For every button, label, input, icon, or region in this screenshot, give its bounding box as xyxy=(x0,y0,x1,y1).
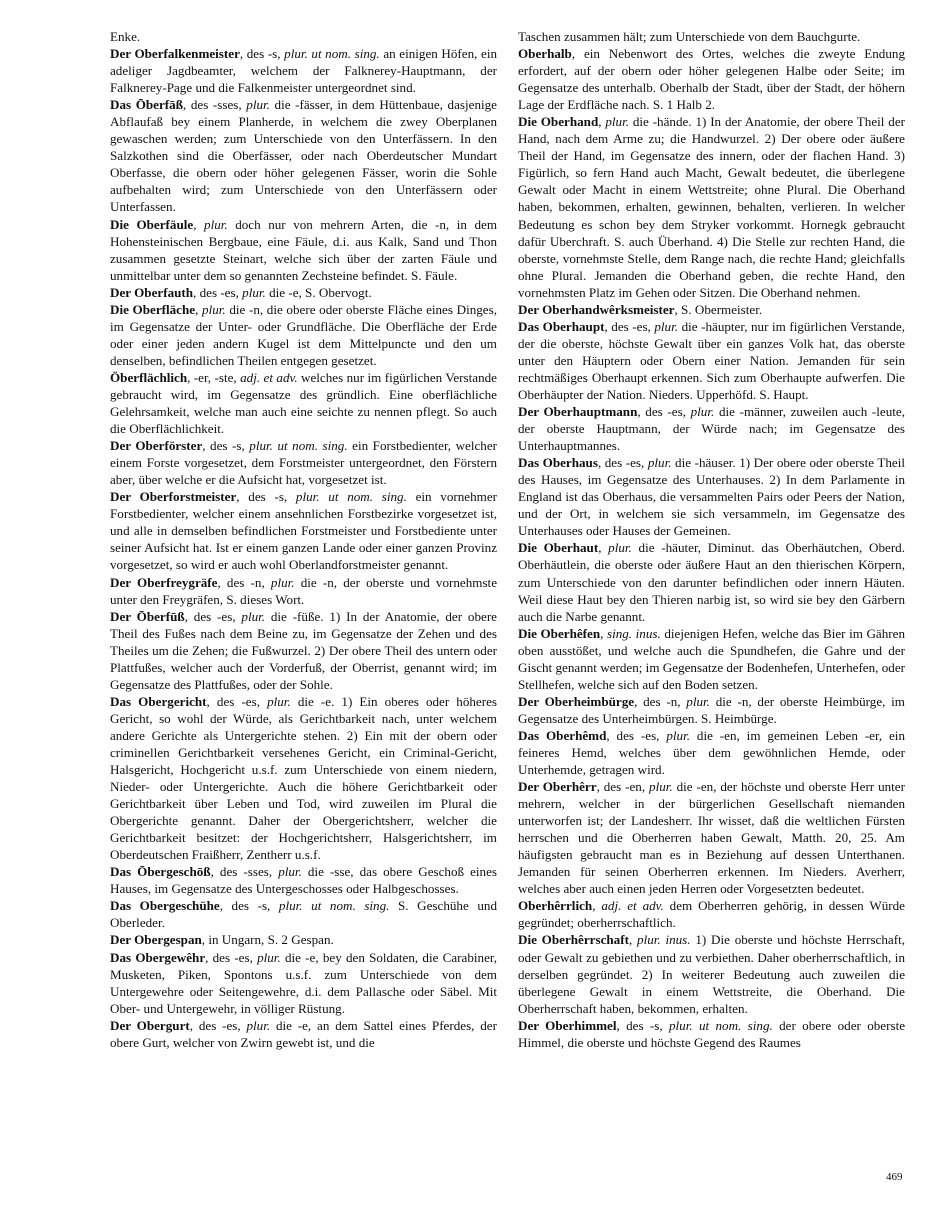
entry-headword: Die Oberhaut xyxy=(518,540,599,556)
entry-headword: Die Oberhêfen xyxy=(518,625,601,641)
entry-grammar: plur. xyxy=(608,540,632,556)
entry-grammar: adj. et adv. xyxy=(240,369,298,385)
dictionary-entry xyxy=(110,574,497,608)
entry-grammar: plur. xyxy=(278,864,302,880)
dictionary-entry xyxy=(518,539,905,624)
entry-inflection: , des -sses, xyxy=(182,97,247,113)
dictionary-entry xyxy=(110,931,497,948)
dictionary-entry xyxy=(518,301,905,318)
entry-headword: Oberhêrrlich xyxy=(518,898,593,914)
dictionary-entry xyxy=(518,693,905,727)
entry-headword: Der Oberförster xyxy=(110,438,203,454)
entry-definition: die -e, S. Obervogt. xyxy=(265,284,372,300)
entry-grammar: plur. xyxy=(690,404,715,420)
entry-definition: die -en, der höchste und oberste Herr unter mehrern, welcher in der bürgerlichen Gesellschaft niemanden unterworfen ist; der Landesherr. Ihr wisset, daß die weltlichen Fürsten herrschen und die Oberherren haben Gewalt, Matth. 20, 25. Am häufigsten gebraucht man es in Beziehung auf dessen Unterthanen. Jemanden für seinen Oberherren erkennen. Im Nieders. Averherr, welches aber auch einen jeden Herren oder Vorgesetzten bedeutet. xyxy=(518,779,905,897)
entry-definition: welches nur im figürlichen Verstande gebraucht wird, im Gegensatze des gründlich. Eine oberflächliche Gelehrsamkeit, welche man auch eine seichte zu nennen pflegt. So auch die Oberflächlichkeit. xyxy=(110,369,497,437)
entry-grammar: plur. xyxy=(242,284,266,300)
dictionary-entry xyxy=(110,96,497,215)
entry-inflection: , des -s, xyxy=(616,1017,669,1033)
entry-definition: Enke. xyxy=(110,29,141,44)
entry-definition: S. Geschühe und Oberleder. xyxy=(110,898,498,931)
entry-headword: Der Oberforstmeister xyxy=(110,489,237,505)
entry-headword: Der Oberfalkenmeister xyxy=(110,46,240,62)
entry-definition: ein Nebenwort des Ortes, welches die zweyte Endung erfordert, auf der obern oder höher gelegenen Halbe oder Seite; im Gegensatze des unterhalb. Oberhalb der Stadt, über der Stadt, der höhern Lage der Erdfläche nach. S. 1 Halb 2. xyxy=(518,46,905,113)
entry-definition: Taschen zusammen hält; zum Unterschiede von dem Bauchgurte. xyxy=(518,29,861,44)
entry-definition: dem Oberherren gehörig, in dessen Würde gegründet; oberherrschaftlich. xyxy=(518,898,905,931)
dictionary-entry xyxy=(110,28,497,45)
entry-inflection: , des -es, xyxy=(193,284,243,300)
entry-headword: Das Ōbergeschōß xyxy=(110,864,211,880)
entry-definition: doch nur von mehrern Arten, die -n, in dem Hohensteinischen Bergbaue, eine Fäule, d.i. aus Kalk, Sand und Thon zusammen gesetzte Steinart, welche sich über der zarten Fäule und unmittelbar unter dem so genannten Zechsteine befindet. S. Fäule. xyxy=(110,216,497,283)
dictionary-entry xyxy=(110,284,497,301)
entry-headword: Die Oberfäule xyxy=(110,216,194,232)
entry-definition: ein Forstbedienter, welcher einem Forste vorgesetzet, dem Forstmeister untergeordnet, den Förstern aber, über welche er die Aufsicht hat, vorgesetzet ist. xyxy=(110,438,498,488)
dictionary-entry xyxy=(518,113,905,301)
entry-grammar: plur. xyxy=(202,301,226,317)
entry-definition: die -fässer, in dem Hüttenbaue, dasjenige Abflaufaß bey einem Planherde, in welchem die zwey Oberplanen gewaschen werden; zum Unterschiede von den Unterfässern. In den Salzkothen sind die Oberfässer, oder nach Oberdeutscher Mundart Oberfasse, die obern oder höher gelegenen Fässer, worin die Sohle aufbehalten wird; zum Unterschiede von den Unterfässern oder Unterfassen. xyxy=(110,97,497,215)
entry-grammar: plur. xyxy=(204,216,228,232)
dictionary-entry xyxy=(110,863,497,897)
entry-headword: Der Obergespan xyxy=(110,932,202,948)
entry-grammar: plur. xyxy=(654,318,679,334)
dictionary-entry xyxy=(518,403,905,454)
entry-inflection: , des -es, xyxy=(597,455,648,471)
entry-grammar: plur. xyxy=(257,949,281,965)
entry-grammar: adj. et adv. xyxy=(601,898,664,914)
entry-inflection: , xyxy=(195,301,203,317)
left-column xyxy=(110,28,497,1051)
entry-definition: die -n, der oberste Heimbürge, im Gegensatze des Unterheimbürgen. S. Heimbürge. xyxy=(518,693,905,726)
entry-definition: die -häuser. 1) Der obere oder oberste Theil des Hauses, im Gegensatze des Unterhauses. 2) In dem Parlamente in England ist das Oberhaus, die versammelten Pairs oder Peers der Nation, und der Ort, in welchem sie sich versammeln, im Gegensatze des Unterhauses oder Hauses der Gemeinen. xyxy=(518,455,905,539)
entry-headword: Das Obergeschühe xyxy=(110,898,220,914)
entry-grammar: plur. xyxy=(649,779,673,795)
entry-inflection: , des -es, xyxy=(189,1017,247,1033)
entry-definition: S. Obermeister. xyxy=(681,301,763,317)
entry-inflection: , xyxy=(600,625,607,641)
entry-inflection: , xyxy=(598,540,609,556)
entry-headword: Das Oberhaus xyxy=(518,455,598,471)
dictionary-entry xyxy=(110,693,497,863)
entry-grammar: plur. xyxy=(241,608,266,624)
entry-inflection: , des -n, xyxy=(217,574,271,590)
entry-headword: Das Oberhêmd xyxy=(518,727,607,743)
entry-grammar: plur. xyxy=(647,455,672,471)
entry-inflection: , des -es, xyxy=(205,949,258,965)
entry-grammar: plur. xyxy=(246,97,270,113)
dictionary-entry xyxy=(518,931,905,1016)
entry-inflection: , des -sses, xyxy=(210,864,279,880)
entry-inflection: , -er, -ste, xyxy=(187,369,241,385)
dictionary-entry xyxy=(518,1017,905,1051)
entry-grammar: plur. xyxy=(666,727,690,743)
entry-grammar: plur. ut nom. sing. xyxy=(278,898,390,914)
entry-inflection: , des -es, xyxy=(604,318,655,334)
dictionary-entry xyxy=(518,28,905,45)
entry-definition: die -füße. 1) In der Anatomie, der obere Theil des Fußes nach dem Beine zu, im Gegensatze der Zehen und des Theiles um die Zehen; die Fußwurzel. 2) Der obere Theil des untern oder Plattfußes, welcher auch der Vorderfuß, der Oberrist, genannt wird; im Gegensatze des Plattfußes, oder der Sohle. xyxy=(110,608,497,692)
entry-grammar: plur. xyxy=(605,114,630,130)
entry-headword: Der Ōberfūß xyxy=(110,608,185,624)
entry-inflection: , des -s, xyxy=(236,489,296,505)
entry-definition: 1) Die oberste und höchste Herrschaft, oder Gewalt zu gebiethen und zu verbiethen. Daher oberherrschaftlich, in derselben gegründet. 2) In weiterer Bedeutung auch zuweilen die überlegene Gewalt in einem Wettstreite, die Oberhand. Die Oberherrschaft haben, bekommen, erhalten. xyxy=(518,932,905,1016)
entry-headword: Das Ōberfāß xyxy=(110,97,183,113)
entry-inflection: , des -es, xyxy=(206,693,268,709)
dictionary-entry xyxy=(518,45,905,113)
entry-definition: die -e, bey den Soldaten, die Carabiner, Musketen, Piken, Spontons u.s.f. zum Unterschiede von dem Untergewehre oder Seitengewehre, d.i. dem Pallasche oder Säbel. Mit Ober- und Untergewehr, in völliger Rüstung. xyxy=(110,949,497,1016)
entry-grammar: plur. xyxy=(246,1017,271,1033)
entry-inflection: , xyxy=(201,932,209,948)
dictionary-entry xyxy=(518,625,905,693)
entry-headword: Die Oberfläche xyxy=(110,301,196,317)
entry-grammar: plur. xyxy=(270,574,295,590)
entry-headword: Der Oberhandwêrksmeister xyxy=(518,301,675,317)
entry-inflection: , des -s, xyxy=(219,898,279,914)
entry-inflection: , xyxy=(592,898,602,914)
dictionary-entry xyxy=(110,1017,497,1051)
entry-headword: Der Oberfauth xyxy=(110,284,194,300)
entry-grammar: plur. ut nom. sing. xyxy=(668,1017,773,1033)
entry-definition: diejenigen Hefen, welche das Bier im Gähren oben ausstößet, und welche auch die Spundhefen, die Gahre und der Gischt genannt werden; im Gegensatze der Bodenhefen, Unterhefen, oder Stellhefen, welche sich auf den Boden setzen. xyxy=(518,625,906,692)
entry-grammar: plur. ut nom. sing. xyxy=(295,489,407,505)
entry-inflection: , des -es, xyxy=(606,727,667,743)
entry-definition: die -e. 1) Ein oberes oder höheres Gericht, so wohl der Würde, als Gerichtbarkeit nach, unter welchem andere Gerichte als Untergerichte stehen. 2) Ein mit der obern oder criminellen Gerichtbarkeit versehenes Gericht, ein Criminal-Gericht, Halsgericht, Hochgericht u.s.f. zum Unterschiede von einem niedern, Nieder- oder Untergerichte. Auch die höhere Gerichtbarkeit oder Gerichtbarkeit über Leben und Tod, wird zuweilen im Plural die Obergerichte genannt. Daher der Obergerichtsherr, welcher die Gerichtbarkeit besitzet: der Hochgerichtsherr, Halsgerichtsherr, im Oberdeutschen Fraißherr, Zentherr u.s.f. xyxy=(110,693,498,863)
dictionary-entry xyxy=(110,488,497,573)
entry-grammar: plur. ut nom. sing. xyxy=(249,438,348,454)
entry-grammar: sing. inus. xyxy=(606,625,661,641)
entry-definition: die -männer, zuweilen auch -leute, der oberste Hauptmann, der Würde nach; im Gegensatze des Unterhauptmannes. xyxy=(518,404,906,454)
dictionary-entry xyxy=(518,318,905,403)
dictionary-entry xyxy=(110,216,497,284)
entry-definition: die -hände. 1) In der Anatomie, der obere Theil der Hand, nach dem Arme zu; die Handwurzel. 2) Der obere oder äußere Theil der Hand, im Gegensatze des innern, oder der flachen Hand. 3) Figürlich, so fern Hand auch Macht, Gewalt bedeutet, die überlegene Gewalt oder Macht in einem Wettstreite; ohne Plural. Die Oberhand haben, bekommen, erhalten, gewinnen, behalten, verlieren. In welcher Bedeutung es schon bey dem Stryker vorkommt. Hornegk gebraucht dafür Uberchraft. S. auch Überhand. 4) Die Stelle zur rechten Hand, die oberste, vornehmste Stelle, dem Range nach, die rechte Hand; gleichfalls ohne Plural. Jemanden die Oberhand geben, die rechte Hand, den vornehmsten Platz im Gehen oder Sitzen. Die Oberhand nehmen. xyxy=(518,114,905,300)
entry-definition: an einigen Höfen, ein adeliger Jagdbeamter, welchem der Falknerey-Hauptmann, der Falknerey-Page und die Falkenmeister untergeordnet sind. xyxy=(110,46,498,96)
entry-headword: Oberhalb xyxy=(518,46,572,62)
entry-grammar: plur. ut nom. sing. xyxy=(284,46,380,62)
entry-headword: Die Oberhêrrschaft xyxy=(518,932,629,948)
dictionary-entry xyxy=(110,45,497,96)
entry-inflection: , des -n, xyxy=(634,693,687,709)
entry-definition: die -häupter, nur im figürlichen Verstande, der die oberste, höchste Gewalt über ein ganzes Volk hat, das oberste unter den Häuptern oder Obern einer Nation. Jemanden für sein rechtmäßiges Oberhaupt erkennen. Sich zum Oberhaupte aufwerfen. Die Oberhäupter der Nation. Nieders. Upperhöfd. S. Haupt. xyxy=(518,318,905,402)
entry-definition: die -n, der oberste und vornehmste unter den Freygräfen, S. dieses Wort. xyxy=(110,574,498,607)
entry-inflection: , des -es, xyxy=(637,404,691,420)
dictionary-entry xyxy=(110,369,497,437)
entry-definition: der obere oder oberste Himmel, die oberste und höchste Gegend des Raumes xyxy=(518,1017,906,1050)
right-column xyxy=(518,28,905,1051)
dictionary-entry xyxy=(518,897,905,931)
entry-headword: Der Oberhimmel xyxy=(518,1017,617,1033)
entry-definition: in Ungarn, S. 2 Gespan. xyxy=(208,932,334,948)
entry-headword: Der Oberhauptmann xyxy=(518,404,638,420)
entry-inflection: , des -s, xyxy=(239,46,285,62)
entry-headword: Öberflächlich xyxy=(110,369,188,385)
entry-headword: Die Oberhand xyxy=(518,114,599,130)
entry-headword: Der Oberheimbürge xyxy=(518,693,635,709)
entry-definition: die -n, die obere oder oberste Fläche eines Dinges, im Gegensatze der Unter- oder Grundfläche. Die Oberfläche der Erde oder einer jeden andern Kugel ist dem Mittelpuncte und den um denselben, befindlichen Theilen entgegen gesetzet. xyxy=(110,301,497,368)
entry-inflection: , xyxy=(571,46,584,62)
entry-definition: die -en, im gemeinen Leben -er, ein feineres Hemd, welches über dem gewöhnlichen Hemde, oder Unterhemde, getragen wird. xyxy=(518,727,905,778)
entry-headword: Der Oberhêrr xyxy=(518,779,597,795)
entry-definition: ein vornehmer Forstbedienter, welcher einem ansehnlichen Forstbezirke vorgesetzet ist, und alle in demselben befindlichen Forstmeister und Forstbediente unter seiner Aufsicht hat. Ist er einem ganzen Lande oder einer ganzen Provinz vorgesetzet, so wird er auch wohl Oberlandforstmeister genannt. xyxy=(110,489,498,573)
entry-headword: Der Oberfreygräfe xyxy=(110,574,218,590)
entry-definition: die -häuter, Diminut. das Oberhäutchen, Oberd. Oberhäutlein, die oberste oder äußere Haut an den thierischen Körpern, zum Unterschiede von den darunter befindlichen oder innern Häuten. Weil diese Haut bey den Thieren narbig ist, so wird sie bey den Gärbern auch die Narbe genannt. xyxy=(518,540,905,624)
entry-definition: die -e, an dem Sattel eines Pferdes, der obere Gurt, welcher von Zwirn gewebt ist, und die xyxy=(110,1017,497,1050)
page-number: 469 xyxy=(886,1171,903,1183)
dictionary-entry xyxy=(110,301,497,369)
dictionary-entry xyxy=(518,778,905,897)
entry-grammar: plur. xyxy=(686,693,710,709)
entry-grammar: plur. inus. xyxy=(637,932,691,948)
dictionary-entry xyxy=(518,454,905,539)
entry-headword: Das Obergewêhr xyxy=(110,949,206,965)
dictionary-entry xyxy=(110,437,497,488)
dictionary-entry xyxy=(518,727,905,778)
entry-headword: Der Obergurt xyxy=(110,1017,190,1033)
dictionary-entry xyxy=(110,897,497,931)
dictionary-entry xyxy=(110,608,497,693)
entry-inflection: , xyxy=(674,301,682,317)
entry-inflection: , des -s, xyxy=(202,438,250,454)
dictionary-entry xyxy=(110,949,497,1017)
entry-grammar: plur. xyxy=(267,693,291,709)
entry-inflection: , des -en, xyxy=(596,779,650,795)
entry-inflection: , des -es, xyxy=(184,608,242,624)
entry-headword: Das Oberhaupt xyxy=(518,318,605,334)
entry-inflection: , xyxy=(193,216,205,232)
entry-inflection: , xyxy=(598,114,606,130)
entry-inflection: , xyxy=(628,932,638,948)
entry-definition: die -sse, das obere Geschoß eines Hauses, im Gegensatze des Untergeschosses oder Halbgeschosses. xyxy=(110,864,497,897)
entry-headword: Das Obergericht xyxy=(110,693,207,709)
